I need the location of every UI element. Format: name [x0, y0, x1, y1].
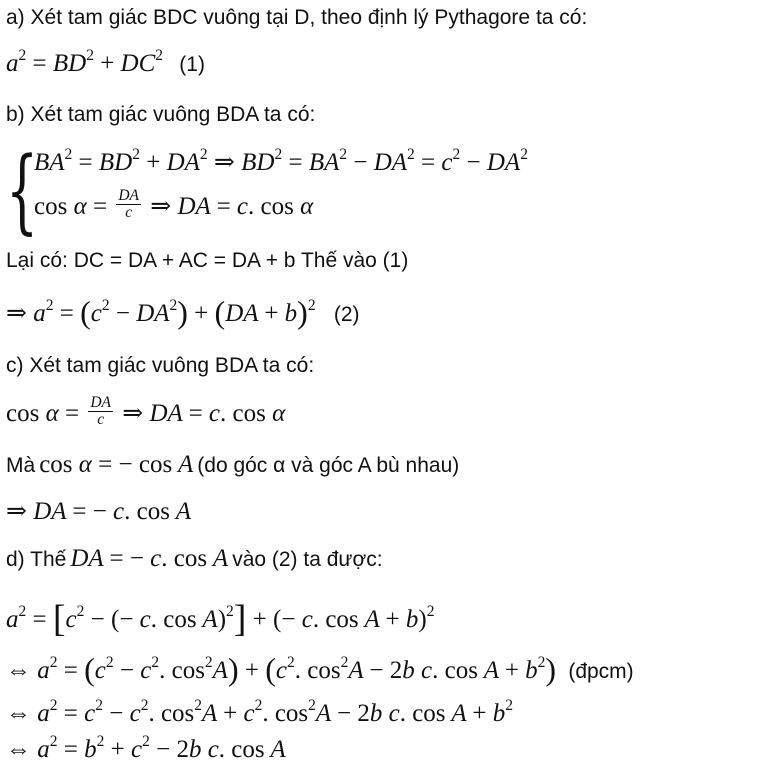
system-equation-2: cos α = $\frac{DA}{c}$ ⇒ DA = c. cos α — [34, 186, 314, 221]
da-equation: ⇒ DA = − c. cos A — [6, 498, 192, 525]
equation-1-tag: (1) — [179, 53, 205, 76]
derivation-step-1: $a^2 = [c^2$ − (− c. cos A)$^2$] + (− c. cos A + b)$^2$ — [6, 598, 435, 640]
equation-1: $a^2 = BD^2 + DC^2$ (1) — [6, 46, 205, 77]
derivation-step-2: ⇔ $a^2 = (c^2 - c^2$. $\cos^2A) + (c^2$. $\cos^2A - 2b$ c. $\cos A + b^2$) (đpcm) — [6, 651, 634, 687]
dpcm-label: (đpcm) — [568, 660, 634, 683]
derivation-step-3: ⇔ $a^2 = c^2 - c^2$. $\cos^2A + c^2$. $\cos^2A - 2b$ c. $\cos A + b^2$ — [6, 696, 513, 727]
ma-text: Mà — [6, 454, 36, 477]
part-c-heading: c) Xét tam giác vuông BDA ta có: — [6, 354, 315, 377]
supplementary-note: (do góc α và góc A bù nhau) — [197, 454, 460, 477]
system-equation-1: $BA^2 = BD^2 + DA^2$ ⇒ $BD^2 = BA^2 - DA^2 = c^2 - DA^2$ — [34, 145, 528, 176]
part-d-heading: d) Thế DA = − c. cos A vào (2) ta được: — [6, 545, 383, 572]
equation-2-tag: (2) — [333, 303, 360, 326]
part-d-heading-post: vào (2) ta được: — [232, 548, 383, 571]
part-b-heading: b) Xét tam giác vuông BDA ta có: — [6, 103, 316, 126]
derivation-step-4: ⇔ $a^2 = b^2 + c^2 - 2b$ c. cos A — [6, 732, 286, 763]
system-brace: { — [6, 137, 39, 244]
equation-2: ⇒ $a^2 = (c^2 - DA^2) + (DA + b)^2$ (2) — [6, 294, 360, 330]
part-a-heading: a) Xét tam giác BDC vuông tại D, theo định lý Pythagore ta có: — [6, 6, 588, 29]
part-c-ma-line: Mà cos α = − cos A (do góc α và góc A bù nhau) — [6, 451, 460, 478]
cos-alpha-equation: cos α = $\frac{DA}{c}$ ⇒ DA = c. cos α — [6, 393, 286, 428]
part-d-heading-pre: d) Thế — [6, 548, 67, 571]
part-b-lai-co: Lại có: DC = DA + AC = DA + b Thế vào (1) — [6, 249, 409, 272]
